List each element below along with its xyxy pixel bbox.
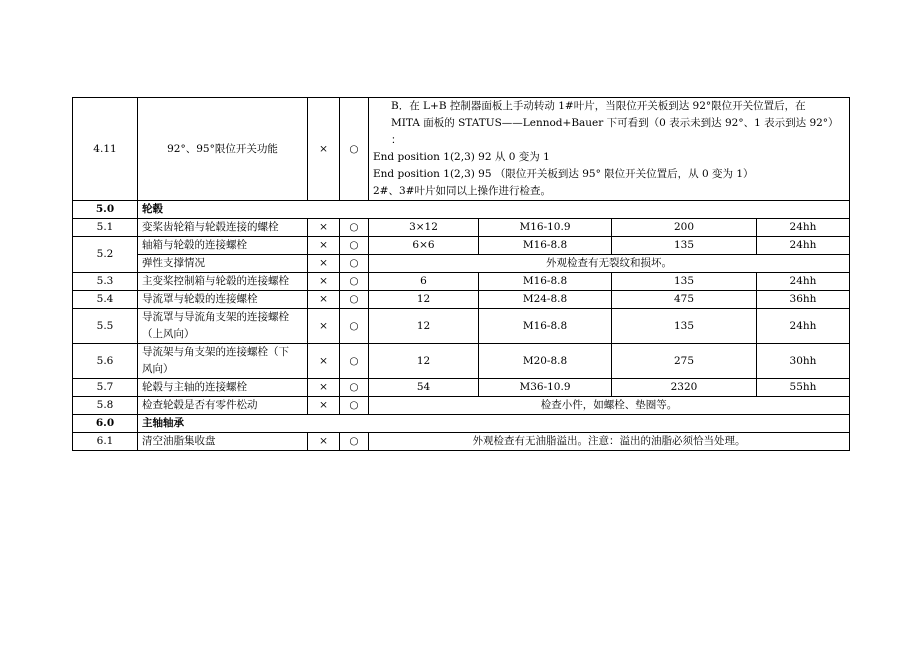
bolt-quantity: 12: [369, 291, 479, 309]
table-row: [73, 379, 850, 397]
table-row: [73, 397, 850, 415]
table-row: [73, 98, 850, 201]
note-line: MITA 面板的 STATUS——Lennod+Bauer 下可看到（0 表示未到达 92°、1 表示到达 92°）: [391, 117, 839, 129]
item-name: 变桨齿轮箱与轮毂连接的螺栓: [138, 219, 308, 237]
mark-o: ○: [340, 309, 369, 344]
bolt-spec: M16-8.8: [479, 273, 612, 291]
mark-x: ×: [308, 433, 340, 451]
mark-o: ○: [340, 344, 369, 379]
bolt-spec: M16-8.8: [479, 309, 612, 344]
mark-x: ×: [308, 291, 340, 309]
row-number: 5.3: [73, 273, 138, 291]
mark-x: ×: [308, 379, 340, 397]
section-title: 主轴轴承: [138, 415, 850, 433]
bolt-spec: M36-10.9: [479, 379, 612, 397]
item-name: 轴箱与轮毂的连接螺栓: [138, 237, 308, 255]
item-name-line: 导流架与角支架的连接螺栓（下: [142, 346, 289, 358]
section-number: 6.0: [73, 415, 138, 433]
bolt-quantity: 6: [369, 273, 479, 291]
table-row: [73, 291, 850, 309]
mark-o: ○: [340, 433, 369, 451]
row-number: 5.5: [73, 309, 138, 344]
table-row: [73, 309, 850, 344]
row-number: 5.1: [73, 219, 138, 237]
bolt-spec: M20-8.8: [479, 344, 612, 379]
item-name: 清空油脂集收盘: [138, 433, 308, 451]
torque-value: 475: [612, 291, 757, 309]
bolt-spec: M16-10.9: [479, 219, 612, 237]
row-number: 5.8: [73, 397, 138, 415]
mark-o: ○: [340, 379, 369, 397]
item-name: 检查轮毂是否有零件松动: [138, 397, 308, 415]
bolt-spec: M24-8.8: [479, 291, 612, 309]
mark-o: ○: [340, 237, 369, 255]
mark-o: ○: [340, 219, 369, 237]
mark-x: ×: [308, 309, 340, 344]
table-row: [73, 273, 850, 291]
item-name-line: （上风向）: [142, 328, 195, 340]
bolt-spec: M16-8.8: [479, 237, 612, 255]
table-row: [73, 255, 850, 273]
note-line: End position 1(2,3) 92 从 0 变为 1: [373, 151, 550, 163]
maintenance-table: [72, 97, 850, 451]
item-name-line: 风向）: [142, 363, 174, 375]
item-name: [138, 344, 308, 379]
bolt-quantity: 12: [369, 309, 479, 344]
torque-value: 135: [612, 237, 757, 255]
tool-size: 24hh: [757, 219, 850, 237]
mark-x: ×: [308, 237, 340, 255]
row-number: 5.6: [73, 344, 138, 379]
mark-x: ×: [308, 255, 340, 273]
torque-value: 200: [612, 219, 757, 237]
tool-size: 30hh: [757, 344, 850, 379]
item-name: 主变桨控制箱与轮毂的连接螺栓: [138, 273, 308, 291]
bolt-quantity: 6×6: [369, 237, 479, 255]
note-line: B．在 L+B 控制器面板上手动转动 1#叶片，当限位开关板到达 92°限位开关位置后，在: [391, 100, 806, 112]
table-row: [73, 237, 850, 255]
tool-size: 24hh: [757, 237, 850, 255]
torque-value: 135: [612, 309, 757, 344]
table-row: [73, 344, 850, 379]
bolt-quantity: 54: [369, 379, 479, 397]
tool-size: 36hh: [757, 291, 850, 309]
row-number: 5.7: [73, 379, 138, 397]
item-name: [138, 309, 308, 344]
row-number: 6.1: [73, 433, 138, 451]
item-name: 弹性支撑情况: [138, 255, 308, 273]
tool-size: 24hh: [757, 273, 850, 291]
torque-value: 275: [612, 344, 757, 379]
procedure-notes: [369, 98, 850, 201]
mark-x: ×: [308, 98, 340, 201]
note-line: 2#、3#叶片如同以上操作进行检查。: [373, 185, 551, 197]
item-name: 导流罩与轮毂的连接螺栓: [138, 291, 308, 309]
row-number: 5.4: [73, 291, 138, 309]
bolt-quantity: 3×12: [369, 219, 479, 237]
item-name-line: 导流罩与导流角支架的连接螺栓: [142, 311, 289, 323]
torque-value: 135: [612, 273, 757, 291]
item-name: 轮毂与主轴的连接螺栓: [138, 379, 308, 397]
tool-size: 24hh: [757, 309, 850, 344]
tool-size: 55hh: [757, 379, 850, 397]
mark-x: ×: [308, 344, 340, 379]
mark-o: ○: [340, 273, 369, 291]
mark-o: ○: [340, 291, 369, 309]
item-name: 92°、95°限位开关功能: [138, 98, 308, 201]
remark: 外观检查有无裂纹和损坏。: [369, 255, 850, 273]
mark-o: ○: [340, 98, 369, 201]
mark-x: ×: [308, 219, 340, 237]
section-title: 轮毂: [138, 201, 850, 219]
mark-x: ×: [308, 397, 340, 415]
mark-x: ×: [308, 273, 340, 291]
section-number: 5.0: [73, 201, 138, 219]
table-row: [73, 219, 850, 237]
row-number: 5.2: [73, 237, 138, 273]
remark: 检查小件，如螺栓、垫圈等。: [369, 397, 850, 415]
mark-o: ○: [340, 255, 369, 273]
remark: 外观检查有无油脂溢出。注意：溢出的油脂必须恰当处理。: [369, 433, 850, 451]
bolt-quantity: 12: [369, 344, 479, 379]
note-line: End position 1(2,3) 95 （限位开关板到达 95° 限位开关位置后，从 0 变为 1）: [373, 168, 754, 180]
note-line: ：: [391, 134, 402, 146]
torque-value: 2320: [612, 379, 757, 397]
table-row: [73, 433, 850, 451]
mark-o: ○: [340, 397, 369, 415]
section-row: [73, 201, 850, 219]
section-row: [73, 415, 850, 433]
row-number: 4.11: [73, 98, 138, 201]
